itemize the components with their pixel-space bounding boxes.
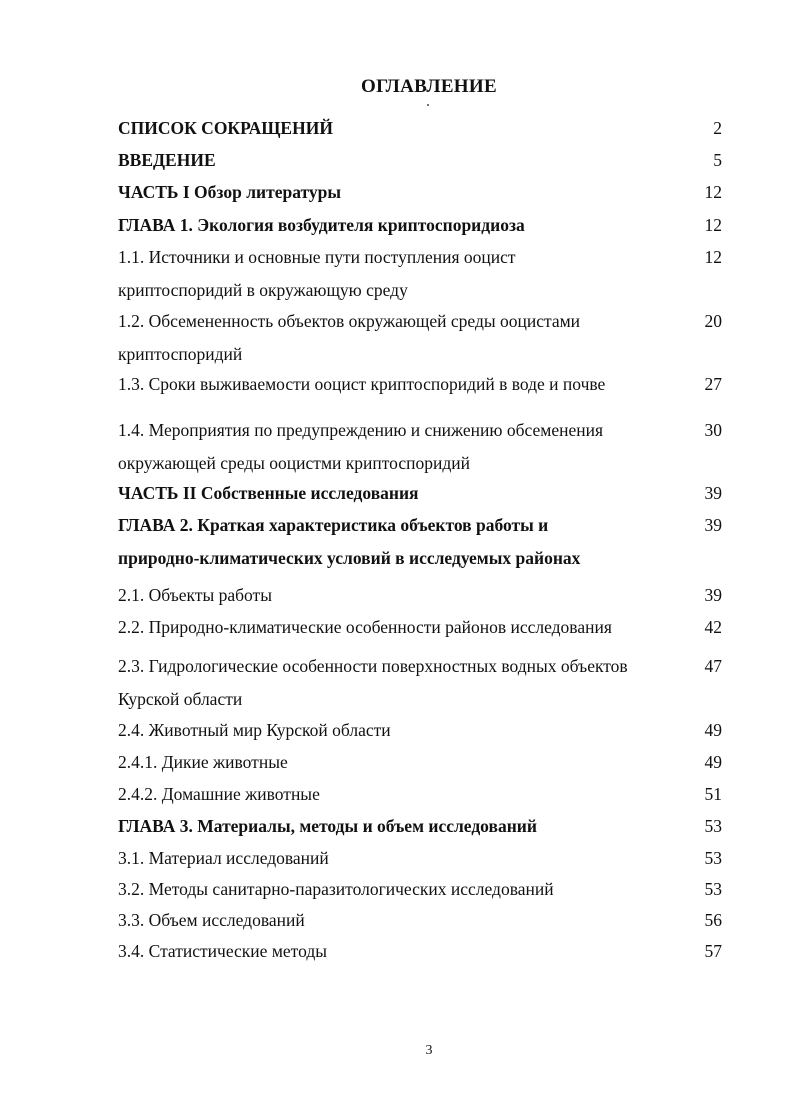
toc-entry-title: 1.3. Сроки выживаемости ооцист криптоспоридий в воде и почве bbox=[118, 374, 606, 394]
toc-entry-page: 12 bbox=[704, 215, 722, 235]
scan-speck bbox=[427, 104, 429, 106]
page-number: 3 bbox=[425, 1043, 433, 1058]
toc-entry-page: 20 bbox=[704, 311, 722, 331]
toc-entry-title: 2.4. Животный мир Курской области bbox=[118, 720, 391, 740]
toc-entry-title: 1.1. Источники и основные пути поступления ооцист bbox=[118, 247, 516, 267]
toc-entry-title: 2.4.2. Домашние животные bbox=[118, 784, 320, 804]
toc-entry-page: 49 bbox=[704, 720, 722, 740]
toc-entry-title: окружающей среды ооцистми криптоспоридий bbox=[118, 452, 470, 473]
toc-entry-page: 12 bbox=[704, 247, 722, 267]
toc-entry-title: 2.3. Гидрологические особенности поверхностных водных объектов bbox=[118, 656, 628, 676]
toc-entry-title: криптоспоридий bbox=[118, 343, 243, 364]
toc-entry-page: 53 bbox=[704, 816, 722, 836]
toc-entry-title: 3.3. Объем исследований bbox=[118, 910, 305, 930]
toc-entry-page: 39 bbox=[704, 483, 722, 503]
toc-entry-title: 1.2. Обсемененность объектов окружающей среды ооцистами bbox=[118, 311, 581, 331]
toc-entry-page: 53 bbox=[704, 848, 722, 868]
toc-entry-page: 27 bbox=[704, 374, 722, 394]
toc-entry-title: ГЛАВА 2. Краткая характеристика объектов работы и bbox=[118, 515, 549, 535]
toc-entry-title: ГЛАВА 1. Экология возбудителя криптоспоридиоза bbox=[118, 215, 525, 235]
toc-entry-title: ЧАСТЬ II Собственные исследования bbox=[118, 483, 419, 503]
toc-entry-page: 39 bbox=[704, 585, 722, 605]
page-title: ОГЛАВЛЕНИЕ bbox=[361, 76, 497, 97]
toc-entry-title: 2.1. Объекты работы bbox=[118, 585, 272, 605]
toc-entry-title: СПИСОК СОКРАЩЕНИЙ bbox=[118, 118, 333, 138]
toc-entry-page: 57 bbox=[704, 941, 722, 961]
toc-entry-page: 53 bbox=[704, 879, 722, 899]
toc-entry-title: криптоспоридий в окружающую среду bbox=[118, 279, 408, 300]
toc-entry-title: 1.4. Мероприятия по предупреждению и снижению обсеменения bbox=[118, 420, 604, 440]
toc-entry-title: ГЛАВА 3. Материалы, методы и объем исследований bbox=[118, 816, 537, 836]
toc-entry-page: 30 bbox=[704, 420, 722, 440]
toc-entry-title: ЧАСТЬ I Обзор литературы bbox=[118, 182, 342, 202]
toc-entry-title: ВВЕДЕНИЕ bbox=[118, 150, 216, 170]
toc-entry-title: Курской области bbox=[118, 688, 243, 709]
toc-entry-page: 56 bbox=[704, 910, 722, 930]
toc-entry-title: 2.2. Природно-климатические особенности районов исследования bbox=[118, 617, 612, 637]
toc-entry-page: 49 bbox=[704, 752, 722, 772]
toc-entry-title: природно-климатических условий в исследуемых районах bbox=[118, 547, 581, 568]
toc-entry-page: 42 bbox=[704, 617, 722, 637]
toc-entry-title: 3.4. Статистические методы bbox=[118, 941, 327, 961]
toc-entry-page: 47 bbox=[704, 656, 722, 676]
toc-entry-page: 2 bbox=[713, 118, 722, 138]
toc-entry-page: 51 bbox=[704, 784, 722, 804]
toc-entry-page: 12 bbox=[704, 182, 722, 202]
toc-entry-page: 39 bbox=[704, 515, 722, 535]
toc-entry-title: 3.2. Методы санитарно-паразитологических исследований bbox=[118, 879, 554, 899]
toc-entry-title: 2.4.1. Дикие животные bbox=[118, 752, 288, 772]
toc-entry-page: 5 bbox=[713, 150, 722, 170]
toc-entry-title: 3.1. Материал исследований bbox=[118, 848, 329, 868]
